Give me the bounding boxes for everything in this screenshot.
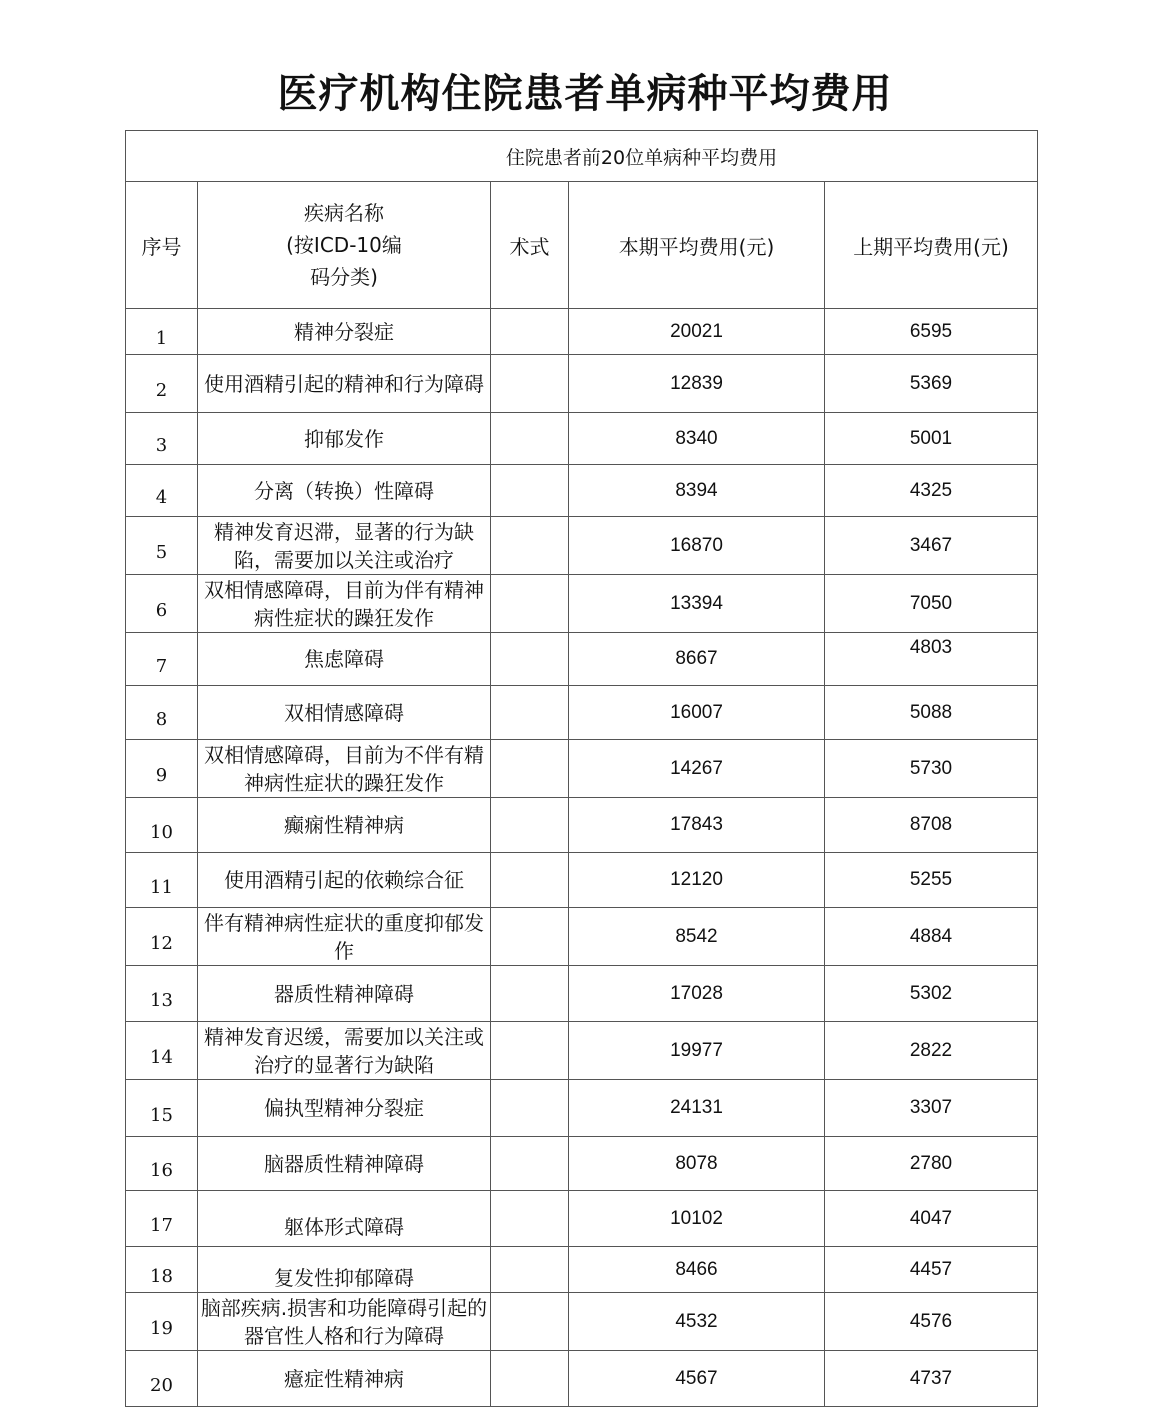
row-procedure [491, 798, 569, 853]
table-row [126, 1191, 1038, 1247]
table-row [126, 798, 1038, 853]
row-procedure [491, 575, 569, 633]
row-current-cost: 16870 [569, 517, 825, 575]
row-disease-name: 分离（转换）性障碍 [198, 465, 491, 517]
row-index: 15 [126, 1080, 198, 1137]
row-current-cost: 8466 [569, 1247, 825, 1293]
table-row [126, 633, 1038, 686]
row-disease-name: 精神发育迟滞，显著的行为缺陷，需要加以关注或治疗 [198, 517, 491, 575]
row-procedure [491, 1247, 569, 1293]
row-previous-cost: 7050 [825, 575, 1038, 633]
row-previous-cost: 4325 [825, 465, 1038, 517]
row-previous-cost: 4803 [825, 633, 1038, 686]
header-row [126, 182, 1038, 309]
row-previous-cost: 5730 [825, 740, 1038, 798]
row-disease-name: 躯体形式障碍 [198, 1191, 491, 1247]
row-current-cost: 17843 [569, 798, 825, 853]
row-previous-cost: 3467 [825, 517, 1038, 575]
row-disease-name: 焦虑障碍 [198, 633, 491, 686]
row-index: 16 [126, 1137, 198, 1191]
row-procedure [491, 517, 569, 575]
row-procedure [491, 1022, 569, 1080]
row-index: 14 [126, 1022, 198, 1080]
row-previous-cost: 5255 [825, 853, 1038, 908]
row-current-cost: 17028 [569, 966, 825, 1022]
row-disease-name: 器质性精神障碍 [198, 966, 491, 1022]
row-current-cost: 19977 [569, 1022, 825, 1080]
row-current-cost: 16007 [569, 686, 825, 740]
row-procedure [491, 853, 569, 908]
header-name-line: 疾病名称 [304, 201, 384, 225]
row-previous-cost: 4047 [825, 1191, 1038, 1247]
table-row [126, 413, 1038, 465]
row-procedure [491, 1351, 569, 1407]
table-row [126, 309, 1038, 355]
header-previous-cost: 上期平均费用(元) [825, 182, 1038, 309]
row-index: 18 [126, 1247, 198, 1293]
table-row [126, 465, 1038, 517]
row-disease-name: 双相情感障碍 [198, 686, 491, 740]
row-index: 4 [126, 465, 198, 517]
row-procedure [491, 413, 569, 465]
row-disease-name: 脑器质性精神障碍 [198, 1137, 491, 1191]
row-previous-cost: 4737 [825, 1351, 1038, 1407]
page-title: 医疗机构住院患者单病种平均费用 [277, 71, 893, 117]
row-procedure [491, 309, 569, 355]
row-disease-name: 双相情感障碍，目前为伴有精神病性症状的躁狂发作 [198, 575, 491, 633]
row-procedure [491, 633, 569, 686]
row-previous-cost: 4884 [825, 908, 1038, 966]
row-index: 13 [126, 966, 198, 1022]
row-index: 12 [126, 908, 198, 966]
header-name-line: (按ICD-10编 [286, 233, 402, 257]
row-disease-name: 使用酒精引起的精神和行为障碍 [198, 355, 491, 413]
table-caption: 住院患者前20位单病种平均费用 [126, 131, 1038, 182]
row-disease-name: 偏执型精神分裂症 [198, 1080, 491, 1137]
table-row [126, 575, 1038, 633]
table-row [126, 1351, 1038, 1407]
row-procedure [491, 1293, 569, 1351]
row-disease-name: 癫痫性精神病 [198, 798, 491, 853]
table-row [126, 1137, 1038, 1191]
table-row [126, 908, 1038, 966]
table-row [126, 1080, 1038, 1137]
row-disease-name: 双相情感障碍，目前为不伴有精神病性症状的躁狂发作 [198, 740, 491, 798]
row-previous-cost: 5001 [825, 413, 1038, 465]
header-disease-name [198, 182, 491, 309]
table-row [126, 1247, 1038, 1293]
row-index: 20 [126, 1351, 198, 1407]
row-index: 1 [126, 309, 198, 355]
row-current-cost: 4532 [569, 1293, 825, 1351]
row-current-cost: 8394 [569, 465, 825, 517]
row-disease-name: 抑郁发作 [198, 413, 491, 465]
row-index: 8 [126, 686, 198, 740]
row-index: 19 [126, 1293, 198, 1351]
table-row [126, 1293, 1038, 1351]
row-index: 10 [126, 798, 198, 853]
row-current-cost: 8078 [569, 1137, 825, 1191]
table-row [126, 686, 1038, 740]
row-current-cost: 13394 [569, 575, 825, 633]
row-current-cost: 24131 [569, 1080, 825, 1137]
row-procedure [491, 1080, 569, 1137]
row-procedure [491, 1137, 569, 1191]
header-current-cost: 本期平均费用(元) [569, 182, 825, 309]
row-current-cost: 8667 [569, 633, 825, 686]
row-procedure [491, 1191, 569, 1247]
table-row [126, 1022, 1038, 1080]
row-current-cost: 8340 [569, 413, 825, 465]
row-index: 7 [126, 633, 198, 686]
row-current-cost: 12839 [569, 355, 825, 413]
fee-table [125, 130, 1038, 1407]
row-previous-cost: 8708 [825, 798, 1038, 853]
table-row [126, 740, 1038, 798]
row-index: 17 [126, 1191, 198, 1247]
row-procedure [491, 740, 569, 798]
header-procedure: 术式 [491, 182, 569, 309]
table-row [126, 853, 1038, 908]
row-index: 2 [126, 355, 198, 413]
row-previous-cost: 6595 [825, 309, 1038, 355]
row-disease-name: 癔症性精神病 [198, 1351, 491, 1407]
row-previous-cost: 5088 [825, 686, 1038, 740]
row-disease-name: 精神分裂症 [198, 309, 491, 355]
caption-row [126, 131, 1038, 182]
row-disease-name: 脑部疾病.损害和功能障碍引起的器官性人格和行为障碍 [198, 1293, 491, 1351]
row-current-cost: 20021 [569, 309, 825, 355]
row-disease-name: 精神发育迟缓，需要加以关注或治疗的显著行为缺陷 [198, 1022, 491, 1080]
row-index: 3 [126, 413, 198, 465]
row-disease-name: 复发性抑郁障碍 [198, 1247, 491, 1293]
row-disease-name: 使用酒精引起的依赖综合征 [198, 853, 491, 908]
row-procedure [491, 686, 569, 740]
row-index: 11 [126, 853, 198, 908]
row-procedure [491, 355, 569, 413]
row-index: 5 [126, 517, 198, 575]
row-current-cost: 4567 [569, 1351, 825, 1407]
row-previous-cost: 2780 [825, 1137, 1038, 1191]
row-previous-cost: 4457 [825, 1247, 1038, 1293]
row-previous-cost: 3307 [825, 1080, 1038, 1137]
header-index: 序号 [126, 182, 198, 309]
row-disease-name: 伴有精神病性症状的重度抑郁发作 [198, 908, 491, 966]
row-procedure [491, 908, 569, 966]
row-procedure [491, 966, 569, 1022]
row-current-cost: 14267 [569, 740, 825, 798]
header-name-line: 码分类) [310, 265, 378, 289]
row-previous-cost: 5369 [825, 355, 1038, 413]
table-row [126, 966, 1038, 1022]
row-current-cost: 10102 [569, 1191, 825, 1247]
row-index: 9 [126, 740, 198, 798]
row-previous-cost: 2822 [825, 1022, 1038, 1080]
row-previous-cost: 5302 [825, 966, 1038, 1022]
row-index: 6 [126, 575, 198, 633]
row-current-cost: 12120 [569, 853, 825, 908]
row-previous-cost: 4576 [825, 1293, 1038, 1351]
row-current-cost: 8542 [569, 908, 825, 966]
row-procedure [491, 465, 569, 517]
table-row [126, 517, 1038, 575]
table-row [126, 355, 1038, 413]
